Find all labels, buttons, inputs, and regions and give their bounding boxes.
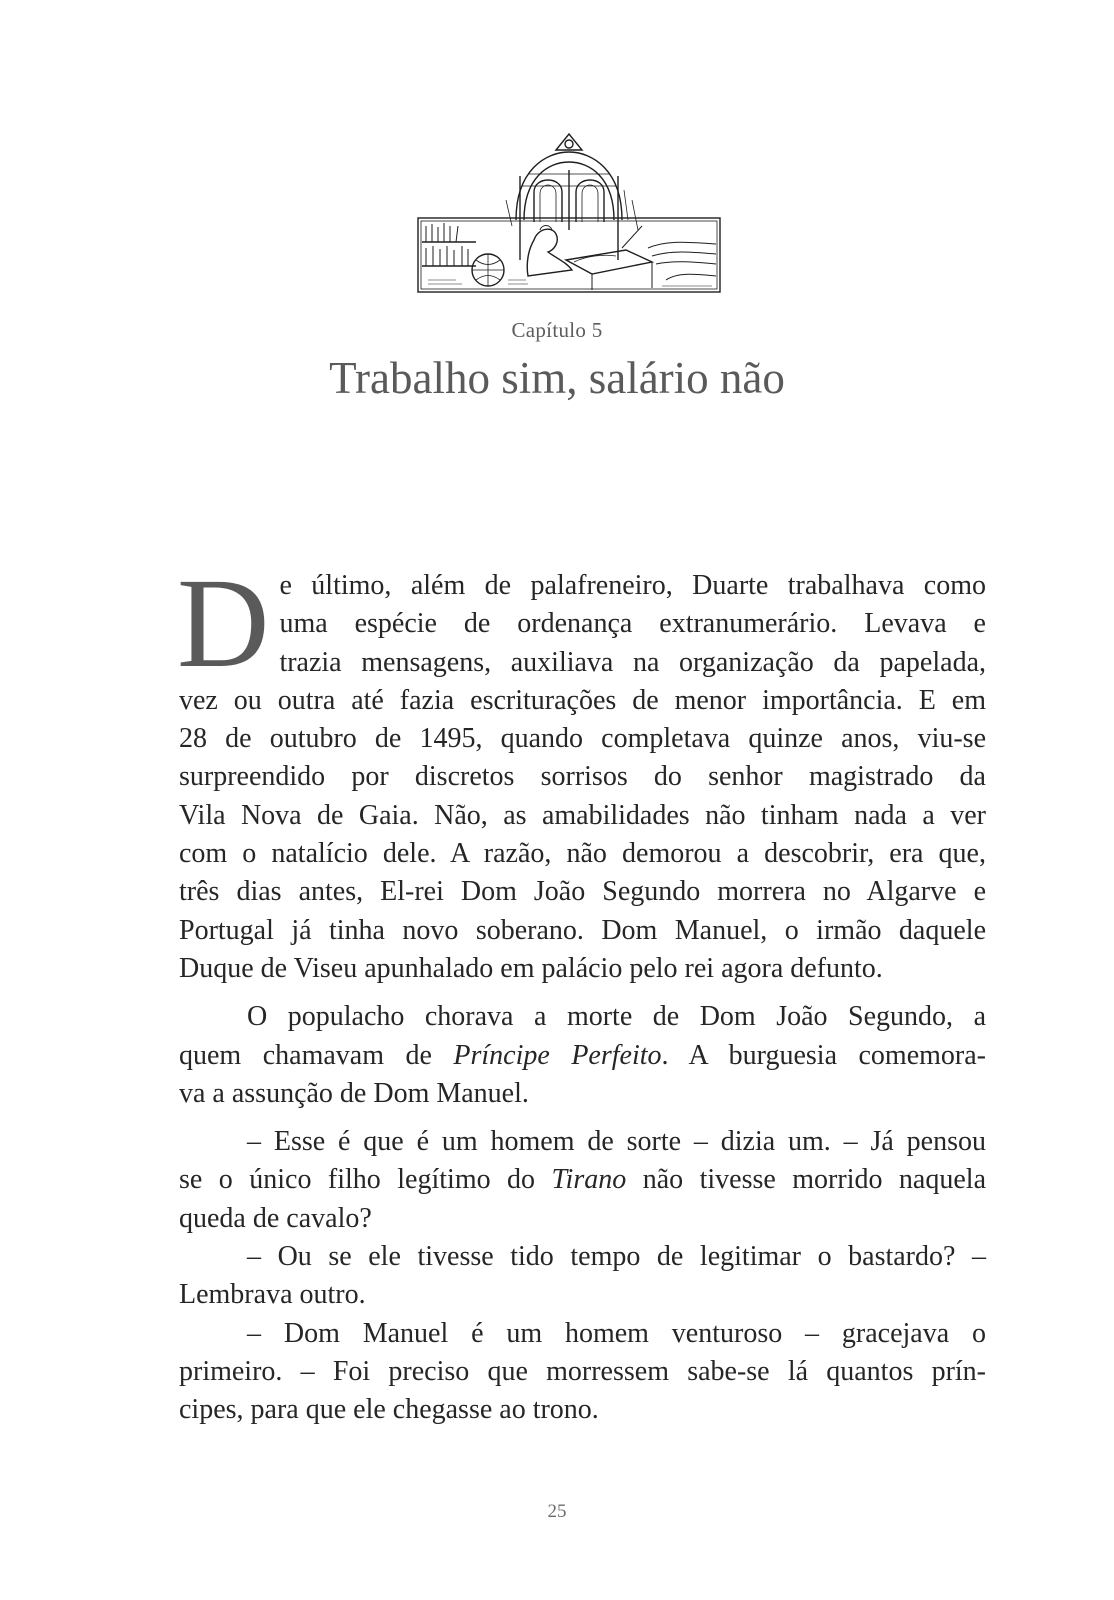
text-line: Duque de Viseu apunhalado em palácio pelo rei agora defunto.	[179, 952, 883, 984]
text-line: Vila Nova de Gaia. Não, as amabilidades não tinham nada a ver	[179, 799, 986, 831]
paragraph	[179, 998, 986, 1113]
text-line: – Ou se ele tivesse tido tempo de legitimar o bastardo? –	[247, 1241, 986, 1273]
text-line: vez ou outra até fazia escriturações de menor importância. E em	[179, 684, 986, 716]
chapter-label: Capítulo 5	[511, 318, 603, 342]
text-line: va a assunção de Dom Manuel.	[179, 1077, 529, 1109]
paragraph	[179, 1238, 986, 1315]
drop-cap: D	[177, 552, 270, 694]
text-line: Lembrava outro.	[179, 1279, 366, 1311]
text-line: se o único filho legítimo do Tirano não tivesse morrido naquela	[179, 1164, 986, 1196]
page-number: 25	[547, 1501, 567, 1522]
text-line: surpreendido por discretos sorrisos do senhor magistrado da	[179, 761, 986, 793]
text-line: 28 de outubro de 1495, quando completava quinze anos, viu-se	[179, 723, 986, 755]
text-line: com o natalício dele. A razão, não demorou a descobrir, era que,	[179, 838, 986, 870]
text-line: e último, além de palafreneiro, Duarte trabalhava como	[279, 570, 986, 601]
text-line: cipes, para que ele chegasse ao trono.	[179, 1394, 599, 1426]
text-line: quem chamavam de Príncipe Perfeito. A burguesia comemora-	[179, 1039, 986, 1071]
text-line: três dias antes, El-rei Dom João Segundo morrera no Algarve e	[179, 876, 986, 908]
paragraph	[177, 552, 986, 988]
text-line: primeiro. – Foi preciso que morressem sabe-se lá quantos prín-	[179, 1355, 986, 1387]
text-line: – Esse é que é um homem de sorte – dizia um. – Já pensou	[247, 1126, 986, 1158]
library-scribe-engraving-icon	[416, 130, 722, 298]
text-line: – Dom Manuel é um homem venturoso – gracejava o	[247, 1317, 986, 1349]
text-line: trazia mensagens, auxiliava na organização da papelada,	[279, 646, 986, 678]
text-line: Portugal já tinha novo soberano. Dom Manuel, o irmão daquele	[179, 914, 986, 946]
text-line: O populacho chorava a morte de Dom João Segundo, a	[247, 1001, 986, 1033]
italic-text: Príncipe Perfeito	[453, 1039, 662, 1071]
chapter-body	[177, 552, 986, 1430]
italic-text: Tirano	[551, 1164, 627, 1196]
paragraph	[179, 1123, 986, 1238]
chapter-title: Trabalho sim, salário não	[329, 353, 785, 403]
text-line: queda de cavalo?	[179, 1202, 372, 1234]
text-line: uma espécie de ordenança extranumerário. Levava e	[279, 608, 986, 640]
paragraph	[179, 1315, 986, 1430]
